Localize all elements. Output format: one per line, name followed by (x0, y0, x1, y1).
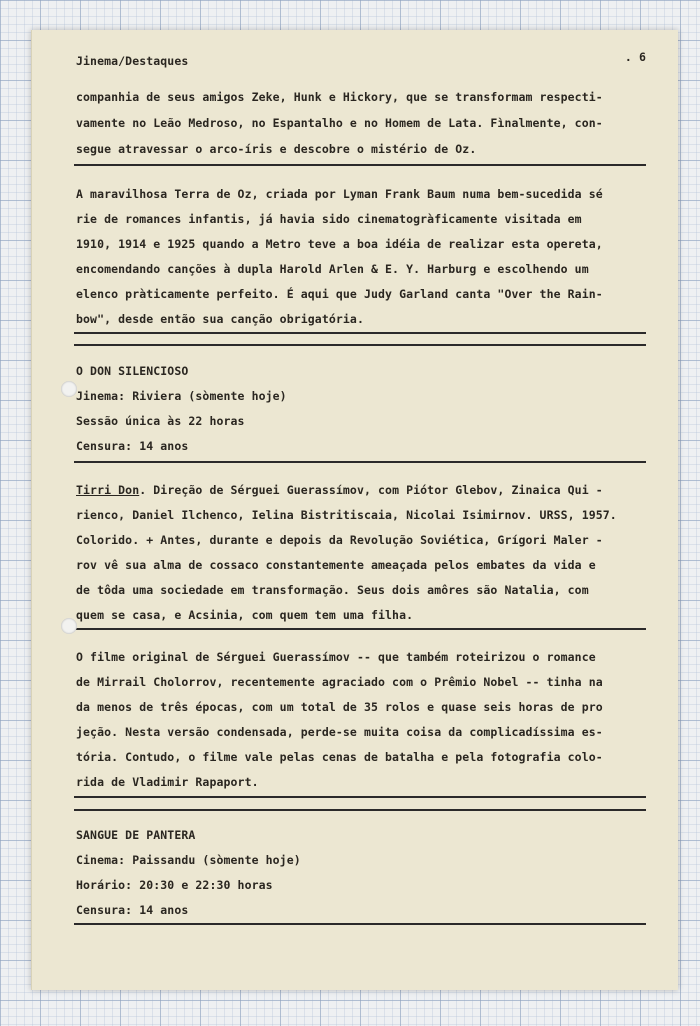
text-line: jeção. Nesta versão condensada, perde-se muita coisa da complicadíssima es- (76, 725, 603, 739)
divider (74, 923, 646, 925)
typewritten-page (31, 30, 678, 990)
divider (74, 461, 646, 463)
text-line: encomendando canções à dupla Harold Arlen & E. Y. Harburg e escolhendo um (76, 262, 589, 276)
cinema-info: Cinema: Paissandu (sòmente hoje) (76, 853, 301, 867)
text-line: da menos de três épocas, com um total de 35 rolos e quase seis horas de pro (76, 700, 603, 714)
text-line: segue atravessar o arco-íris e descobre o mistério de Oz. (76, 142, 477, 156)
text-line: A maravilhosa Terra de Oz, criada por Lyman Frank Baum numa bem-sucedida sé (76, 187, 603, 201)
punch-hole (61, 618, 77, 634)
divider (74, 332, 646, 334)
film-original-title: Tirri Don (76, 483, 140, 497)
schedule-info: Horário: 20:30 e 22:30 horas (76, 878, 273, 892)
text-line: elenco pràticamente perfeito. É aqui que Judy Garland canta "Over the Rain- (76, 287, 603, 301)
page-number: . 6 (624, 50, 646, 64)
text-line: rov vê sua alma de cossaco constantemente ameaçada pelos embates da vida e (76, 558, 596, 572)
text-line: rienco, Daniel Ilchenco, Ielina Bistritiscaia, Nicolai Isimirnov. URSS, 1957. (76, 508, 617, 522)
text-line: Colorido. + Antes, durante e depois da Revolução Soviética, Grígori Maler - (76, 533, 603, 547)
divider (74, 628, 646, 630)
synopsis-first-line (76, 483, 656, 497)
synopsis-text: . Direção de Sérguei Guerassímov, com Piótor Glebov, Zinaica Qui - (139, 483, 603, 497)
censorship-info: Censura: 14 anos (76, 903, 189, 917)
page-header: Jinema/Destaques (76, 54, 189, 68)
text-line: vamente no Leão Medroso, no Espantalho e no Homem de Lata. Fìnalmente, con- (76, 116, 603, 130)
text-line: rie de romances infantis, já havia sido cinematogràficamente visitada em (76, 212, 582, 226)
divider (74, 164, 646, 166)
punch-hole (61, 381, 77, 397)
text-line: de tôda uma sociedade em transformação. Seus dois amôres são Natalia, com (76, 583, 589, 597)
cinema-info: Jinema: Riviera (sòmente hoje) (76, 389, 287, 403)
divider (74, 344, 646, 346)
text-line: O filme original de Sérguei Guerassímov -- que também roteirizou o romance (76, 650, 596, 664)
film-title: O DON SILENCIOSO (76, 364, 189, 378)
text-line: de Mirrail Cholorrov, recentemente agraciado com o Prêmio Nobel -- tinha na (76, 675, 603, 689)
text-line: quem se casa, e Acsinia, com quem tem uma filha. (76, 608, 414, 622)
divider (74, 796, 646, 798)
film-title: SANGUE DE PANTERA (76, 828, 196, 842)
text-line: rida de Vladimir Rapaport. (76, 775, 259, 789)
censorship-info: Censura: 14 anos (76, 439, 189, 453)
session-info: Sessão única às 22 horas (76, 414, 245, 428)
text-line: companhia de seus amigos Zeke, Hunk e Hickory, que se transformam respecti- (76, 90, 603, 104)
text-line: 1910, 1914 e 1925 quando a Metro teve a boa idéia de realizar esta opereta, (76, 237, 603, 251)
divider (74, 809, 646, 811)
text-line: bow", desde então sua canção obrigatória. (76, 312, 364, 326)
text-line: tória. Contudo, o filme vale pelas cenas de batalha e pela fotografia colo- (76, 750, 603, 764)
